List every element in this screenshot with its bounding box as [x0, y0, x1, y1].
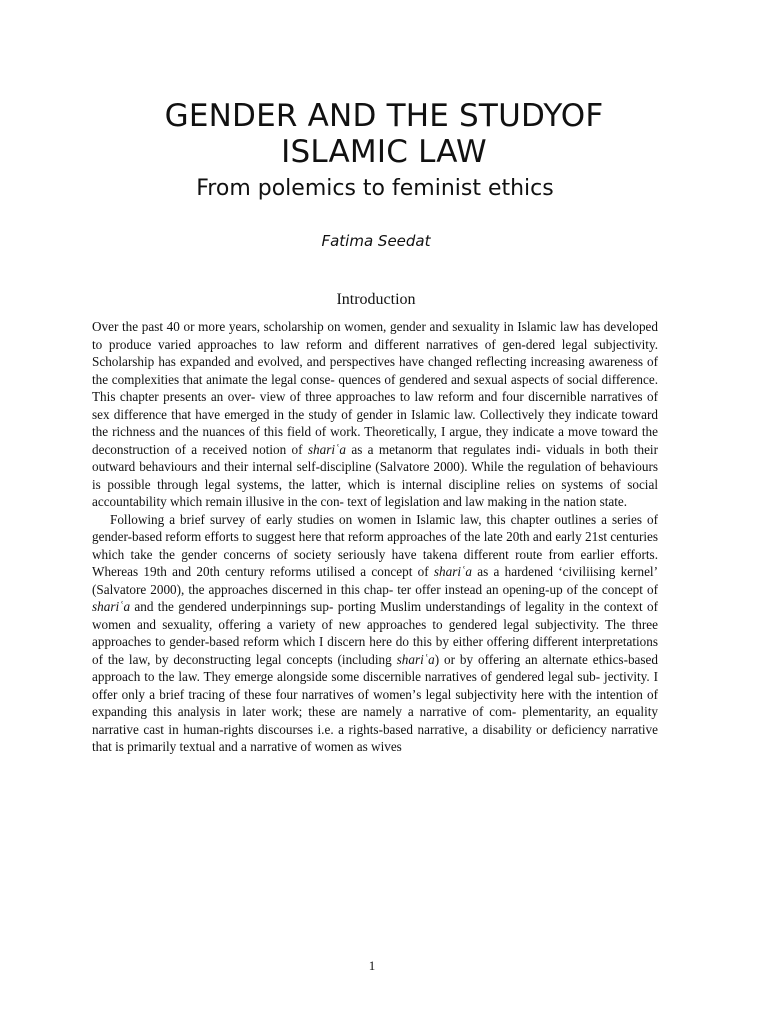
- text-run: as a metanorm that regulates indi- viduals in both their outward behaviours and their internal self-discipline (Salvatore 2000). While the regulation of behaviours is possible through legal systems, the latter, which is internal discipline relies on systems of social accountability which remain illusive in the con- text of legislation and law making in the nation state.: [92, 441, 658, 509]
- italic-term: shariʿa: [92, 599, 131, 614]
- text-run: ) or by offering an alternate ethics-based approach to the law. They emerge alongside some discernible narratives of gendered legal sub- jectivity. I offer only a brief tracing of these four narratives of womenʼs legal subjectivity here with the intention of expanding this analysis in later work; these are namely a narrative of com- plementarity, an equality narrative cast in human-rights discourses i.e. a rights-based narrative, a disability or deficiency narrative that is primarily textual and a narrative of women as wives: [92, 651, 658, 754]
- text-run: Following a brief survey of early studies on women in Islamic law, this chapter outlines a series of gender-based reform efforts to suggest here that reform approaches of the late 20th and early 21st centuries which take the gender concerns of society seriously have takena different route from earlier efforts. Whereas 19th and 20th century reforms utilised a concept of: [92, 511, 658, 579]
- text-run: and the gendered underpinnings sup- porting Muslim understandings of legality in the context of women and sexuality, offering a variety of new approaches to gendered legal subjectivity. The three approaches to gender-based reform which I discern here do this by either offering different interpretations of the law, by deconstructing legal concepts (including: [92, 599, 658, 667]
- document-title-line-2: ISLAMIC LAW: [281, 134, 487, 170]
- text-run: Over the past 40 or more years, scholarship on women, gender and sexuality in Islamic law has developed to produce varied approaches to law reform and different narratives of gen-dered legal subjectivity. Scholarship has expanded and evolved, and perspectives have changed reflecting increasing awareness of the complexities that animate the legal conse- quences of gendered and sexual aspects of social difference. This chapter presents an over- view of three approaches to law reform and four discernible narratives of sex difference that have emerged in the study of gender in Islamic law. Collectively they indicate toward the richness and the nuances of this field of work. Theoretically, I argue, they indicate a move toward the deconstruction of a received notion of: [92, 319, 658, 457]
- page-number: 1: [368, 958, 376, 973]
- document-title: [0, 98, 768, 170]
- text-run: as a hardened ʻciviliising kernelʼ (Salvatore 2000), the approaches discerned in this chap- ter offer instead an opening-up of the concept of: [92, 564, 658, 597]
- paragraph-2: [92, 511, 658, 756]
- italic-term: shariʿa: [433, 564, 473, 579]
- italic-term: shariʿa: [307, 441, 346, 457]
- paragraph-1: [92, 318, 658, 511]
- italic-term: shariʿa: [396, 651, 435, 667]
- document-subtitle: From polemics to feminist ethics: [196, 176, 554, 201]
- document-title-line-1: GENDER AND THE STUDYOF: [164, 98, 604, 134]
- author-name: Fatima Seedat: [321, 232, 431, 250]
- body-text: [92, 318, 658, 756]
- section-heading-introduction: Introduction: [336, 291, 416, 308]
